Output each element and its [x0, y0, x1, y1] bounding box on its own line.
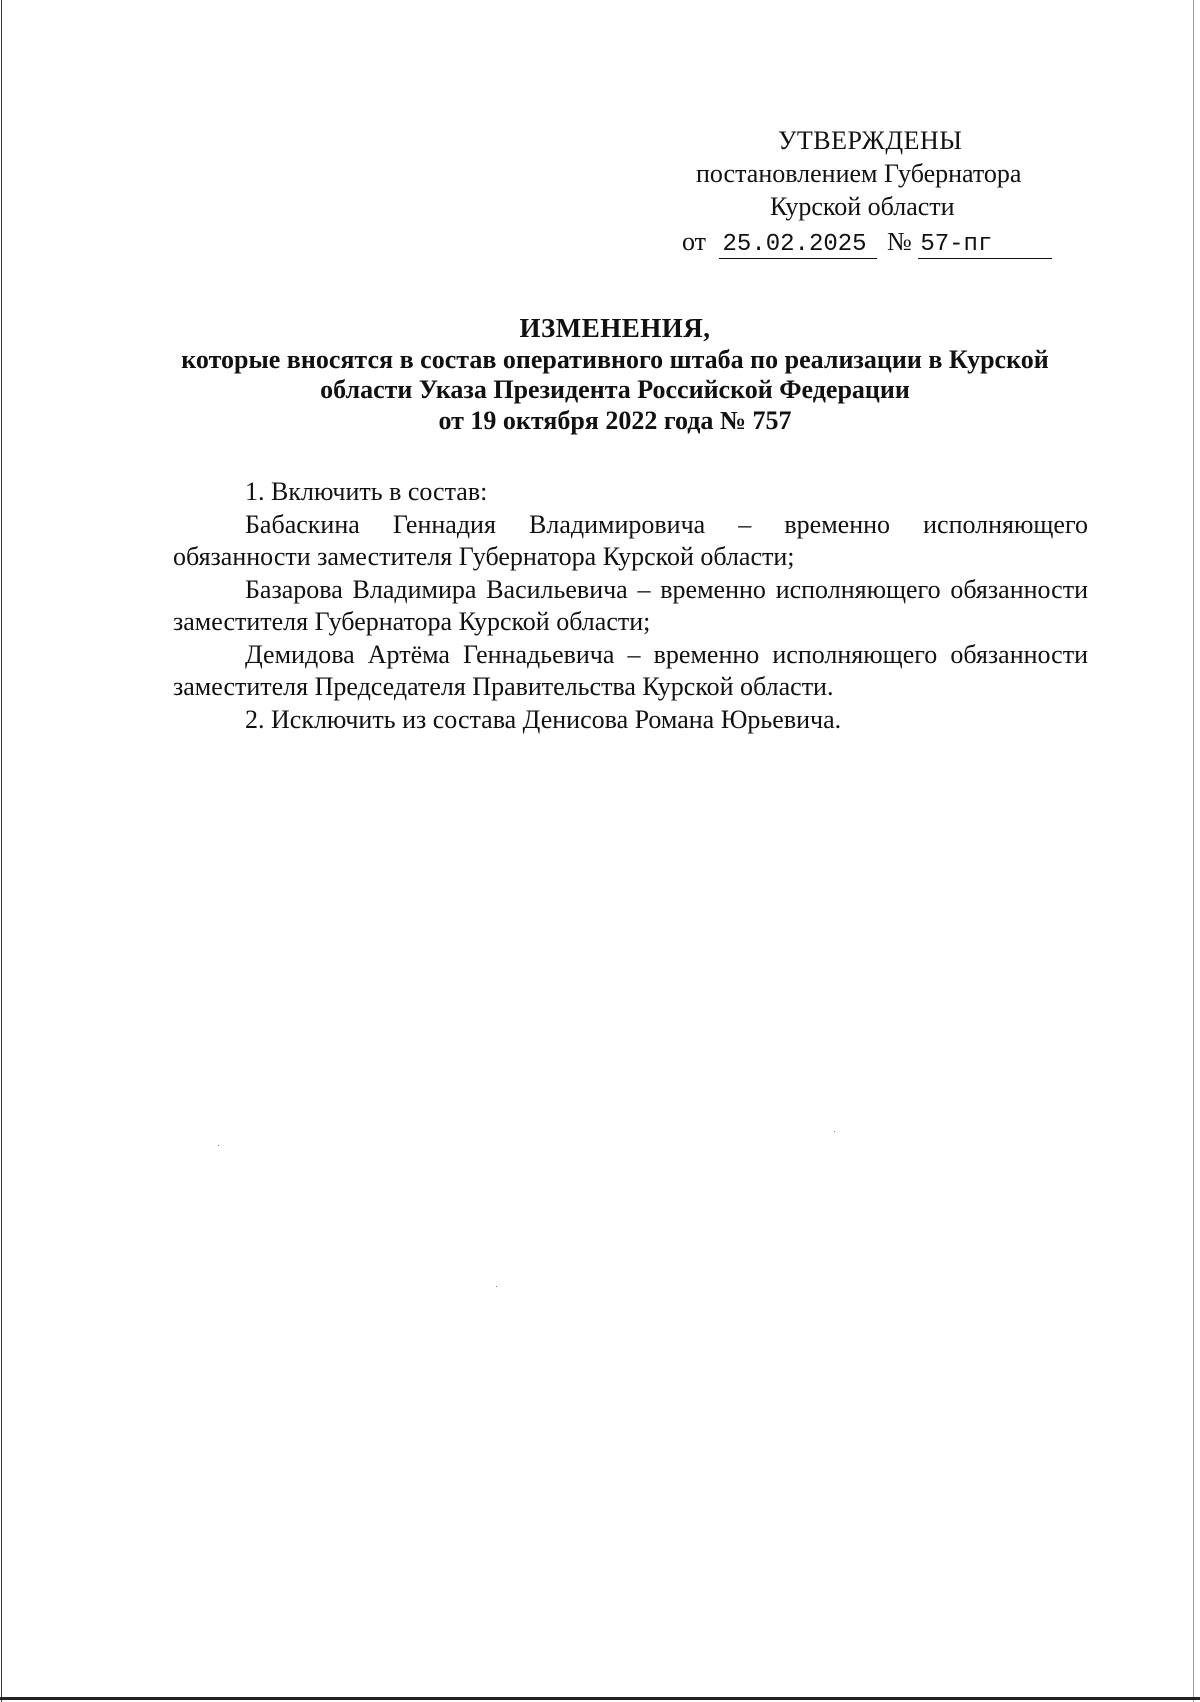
scan-speck [496, 1286, 497, 1287]
approval-block [660, 124, 1080, 256]
approval-region: Курской области [770, 192, 955, 221]
document-body [173, 476, 1088, 736]
heading-line-2: области Указа Президента Российской Федерации [320, 375, 910, 404]
document-heading [150, 313, 1080, 436]
approval-date-row [682, 225, 1052, 259]
scan-edge-right [1193, 0, 1194, 1702]
number-prefix: № [887, 227, 912, 256]
scan-speck [834, 1131, 835, 1132]
approval-title: УТВЕРЖДЕНЫ [778, 126, 963, 155]
scan-edge-bottom [0, 1697, 1200, 1700]
person-1: Бабаскина Геннадия Владимировича – временно исполняющего обязанности заместителя Губернатора Курской области; [173, 509, 1088, 571]
scan-edge-left [1, 0, 2, 1702]
person-3: Демидова Артёма Геннадьевича – временно исполняющего обязанности заместителя Председателя Правительства Курской области. [173, 639, 1088, 701]
heading-title: ИЗМЕНЕНИЯ, [519, 313, 711, 343]
date-prefix: от [682, 227, 707, 256]
scan-speck [218, 1145, 219, 1146]
item-2: 2. Исключить из состава Денисова Романа Юрьевича. [245, 704, 842, 734]
approval-date: 25.02.2025 [719, 232, 877, 259]
item-1: 1. Включить в состав: [245, 477, 488, 506]
person-2: Базарова Владимира Васильевича – временно исполняющего обязанности заместителя Губернатора Курской области; [173, 574, 1088, 636]
heading-line-3: от 19 октября 2022 года № 757 [438, 405, 792, 435]
approval-issuer: постановлением Губернатора [696, 159, 1022, 188]
approval-number: 57-пг [918, 232, 1052, 259]
heading-line-1: которые вносятся в состав оперативного штаба по реализации в Курской [181, 344, 1049, 374]
